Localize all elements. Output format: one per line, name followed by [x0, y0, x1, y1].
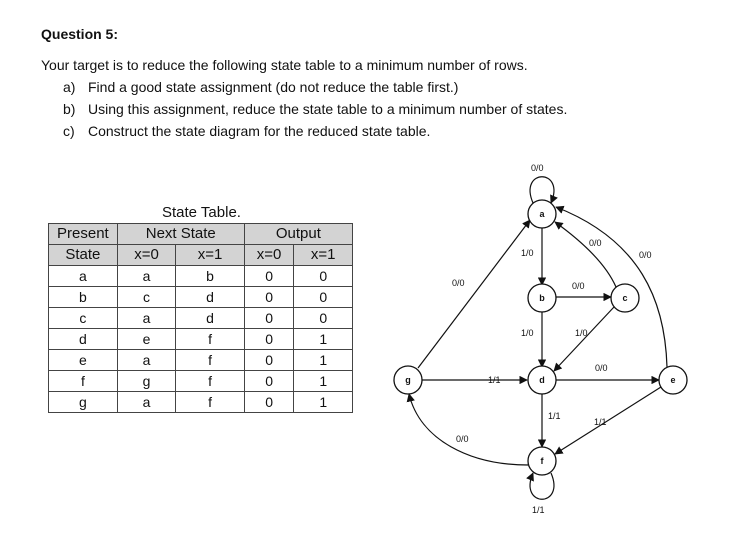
edge-label-d-e: 0/0 — [595, 363, 608, 373]
item-text: Construct the state diagram for the reduced state table. — [88, 123, 431, 139]
cell-present: e — [49, 350, 118, 371]
edge-label-c-d: 1/0 — [575, 328, 588, 338]
cell-present: a — [49, 266, 118, 287]
edge-f-self — [530, 473, 554, 499]
header-out-x1: x=1 — [294, 245, 353, 266]
node-label-c: c — [622, 293, 628, 303]
cell-out-x0: 0 — [244, 308, 294, 329]
cell-next-x0: e — [117, 329, 176, 350]
edge-label-f-g: 0/0 — [456, 434, 469, 444]
cell-next-x1: d — [176, 308, 244, 329]
node-label-f: f — [540, 456, 544, 466]
cell-present: b — [49, 287, 118, 308]
question-intro: Your target is to reduce the following state table to a minimum number of rows. — [41, 57, 528, 73]
cell-out-x1: 0 — [294, 266, 353, 287]
cell-out-x0: 0 — [244, 350, 294, 371]
item-label: a) — [63, 79, 76, 95]
cell-out-x0: 0 — [244, 329, 294, 350]
edge-label-d-f: 1/1 — [548, 411, 561, 421]
cell-next-x0: a — [117, 308, 176, 329]
cell-next-x0: a — [117, 350, 176, 371]
edge-label-a-self: 0/0 — [531, 163, 544, 173]
cell-out-x1: 1 — [294, 350, 353, 371]
cell-present: g — [49, 392, 118, 413]
edge-label-b-d: 1/0 — [521, 328, 534, 338]
cell-out-x1: 0 — [294, 308, 353, 329]
header-output: Output — [244, 224, 352, 245]
cell-next-x1: d — [176, 287, 244, 308]
item-label: b) — [63, 101, 76, 117]
edge-g-a — [418, 220, 530, 368]
header-next-state: Next State — [117, 224, 244, 245]
item-label: c) — [63, 123, 75, 139]
cell-out-x1: 0 — [294, 287, 353, 308]
cell-out-x0: 0 — [244, 371, 294, 392]
node-label-b: b — [539, 293, 545, 303]
cell-out-x0: 0 — [244, 392, 294, 413]
question-title: Question 5: — [41, 26, 119, 42]
edge-c-d — [554, 307, 614, 371]
cell-out-x1: 1 — [294, 371, 353, 392]
edge-label-a-b: 1/0 — [521, 248, 534, 258]
edge-label-b-c: 0/0 — [572, 281, 585, 291]
header-next-x1: x=1 — [176, 245, 244, 266]
header-state: State — [49, 245, 118, 266]
header-out-x0: x=0 — [244, 245, 294, 266]
node-label-a: a — [539, 209, 545, 219]
cell-next-x1: f — [176, 392, 244, 413]
cell-out-x0: 0 — [244, 266, 294, 287]
node-label-g: g — [405, 375, 411, 385]
edge-label-e-f: 1/1 — [594, 417, 607, 427]
header-present: Present — [49, 224, 118, 245]
edge-label-f-self: 1/1 — [532, 505, 545, 515]
table-caption: State Table. — [162, 204, 241, 221]
cell-next-x0: a — [117, 392, 176, 413]
cell-next-x0: g — [117, 371, 176, 392]
cell-out-x1: 1 — [294, 392, 353, 413]
edge-label-g-a: 0/0 — [452, 278, 465, 288]
cell-present: c — [49, 308, 118, 329]
edge-e-f — [555, 387, 661, 454]
edge-label-c-a: 0/0 — [589, 238, 602, 248]
header-next-x0: x=0 — [117, 245, 176, 266]
item-text: Find a good state assignment (do not reduce the table first.) — [88, 79, 459, 95]
edge-a-self — [530, 177, 554, 203]
cell-next-x1: f — [176, 350, 244, 371]
cell-next-x1: b — [176, 266, 244, 287]
item-text: Using this assignment, reduce the state table to a minimum number of states. — [88, 101, 568, 117]
edge-c-a — [555, 222, 616, 287]
cell-next-x1: f — [176, 329, 244, 350]
edge-f-g — [409, 394, 528, 465]
edge-label-g-d: 1/1 — [488, 375, 501, 385]
node-label-e: e — [670, 375, 676, 385]
edge-label-e-a: 0/0 — [639, 250, 652, 260]
cell-present: d — [49, 329, 118, 350]
cell-next-x0: c — [117, 287, 176, 308]
node-label-d: d — [539, 375, 545, 385]
cell-out-x1: 1 — [294, 329, 353, 350]
cell-next-x0: a — [117, 266, 176, 287]
cell-out-x0: 0 — [244, 287, 294, 308]
cell-present: f — [49, 371, 118, 392]
cell-next-x1: f — [176, 371, 244, 392]
